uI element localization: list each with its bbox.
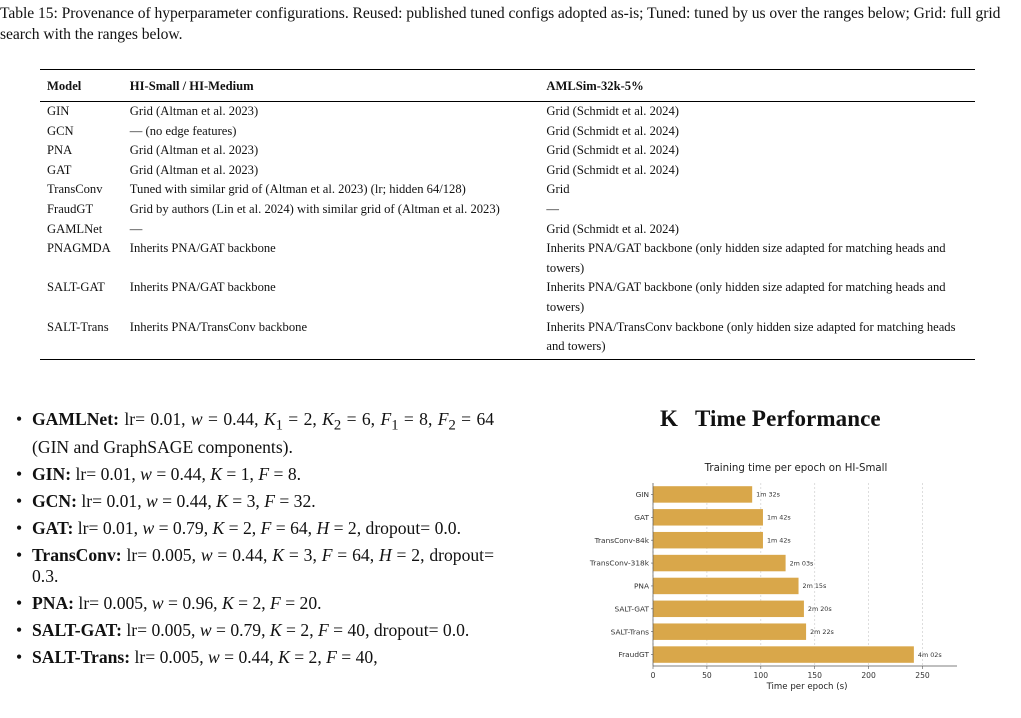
bar-transconv-318k [653, 555, 786, 571]
y-tick-label: SALT-GAT [614, 604, 649, 614]
bar-value-label: 1m 42s [766, 513, 791, 522]
time-performance-chart [575, 456, 975, 696]
dropout-value: 0.0 [434, 517, 457, 538]
k-value: 3 [303, 544, 313, 565]
model-name: SALT-GAT: [32, 619, 122, 640]
cell-hi: Inherits PNA/TransConv backbone [129, 319, 308, 334]
list-item-salt-trans: • SALT-Trans: lr= 0.005, w = 0.44, K = 2, F = 40, [14, 647, 494, 668]
lr-value: 0.01 [106, 490, 138, 511]
cell-aml: Grid (Schmidt et al. 2024) [546, 143, 679, 158]
table-row [40, 318, 975, 359]
cell-model: TransConv [47, 182, 103, 197]
list-item-salt-gat: • SALT-GAT: lr= 0.005, w = 0.79, K = 2, F = 40, dropout= 0.0. [14, 620, 494, 641]
cell-aml: Grid (Schmidt et al. 2024) [546, 104, 679, 118]
provenance-table-grid [40, 70, 975, 359]
dropout-value: 0.0 [442, 619, 465, 640]
bar-gat [653, 509, 763, 525]
cell-hi: Inherits PNA/GAT backbone [129, 280, 276, 295]
x-tick-label: 200 [861, 671, 876, 680]
table-row [40, 278, 975, 317]
f2-value: 64 [476, 409, 495, 429]
provenance-table [40, 69, 975, 360]
model-name: GIN: [32, 463, 72, 484]
section-title: Time Performance [695, 406, 881, 431]
h-value: 2 [411, 544, 421, 565]
model-name: SALT-Trans: [32, 646, 131, 667]
list-item-gcn: • GCN: lr= 0.01, w = 0.44, K = 3, F = 32. [14, 491, 494, 512]
bar-value-label: 4m 02s [917, 650, 942, 659]
lr-value: 0.01 [102, 517, 134, 538]
table-row [40, 220, 975, 240]
bar-salt-gat [653, 601, 804, 617]
dropout-value: 0.3 [32, 565, 54, 586]
f-value: 32 [293, 490, 312, 511]
x-tick-label: 0 [650, 671, 656, 680]
cell-hi: Grid (Altman et al. 2023) [129, 104, 259, 118]
y-tick-label: GIN [635, 490, 649, 500]
bar-value-label: 2m 20s [807, 605, 832, 614]
table-row [40, 102, 975, 122]
table-row [40, 161, 975, 181]
model-name: GAMLNet: [32, 409, 119, 429]
k-value: 2 [300, 619, 310, 640]
f-value: 40 [355, 646, 374, 667]
y-tick-label: SALT-Trans [610, 627, 649, 637]
w-value: 0.44 [223, 409, 255, 429]
k1-value: 2 [303, 409, 313, 429]
cell-hi: Tuned with similar grid of (Altman et al. 2023) (lr; hidden 64/128) [129, 182, 466, 197]
list-item-gin: • GIN: lr= 0.01, w = 0.44, K = 1, F = 8. [14, 464, 494, 485]
f-value: 8 [287, 463, 297, 484]
list-item-gat: • GAT: lr= 0.01, w = 0.79, K = 2, F = 64, H = 2, dropout= 0.0. [14, 518, 494, 539]
y-tick-label: TransConv-318k [589, 558, 649, 568]
y-tick-label: GAT [634, 512, 649, 522]
lr-value: 0.01 [100, 463, 132, 484]
bar-value-label: 1m 32s [756, 490, 780, 499]
bar-value-label: 1m 42s [766, 536, 791, 545]
x-tick-label: 150 [807, 671, 822, 680]
lr-value: 0.005 [103, 592, 144, 613]
bar-fraudgt [653, 646, 914, 662]
table-body [40, 101, 975, 359]
k2-value: 6 [361, 409, 371, 429]
bar-salt-trans [653, 623, 806, 639]
x-tick-label: 50 [702, 671, 712, 680]
list-item-gamlnet: • GAMLNet: lr= 0.01, w = 0.44, $K_1 = 2$, $K_2 = 6$, $F_1 = 8$, $F_2 = 64$ (GIN and GraphSAGE components). [14, 409, 494, 458]
cell-model: GAT [47, 162, 72, 177]
x-tick-label: 250 [915, 671, 930, 680]
cell-aml: — [546, 201, 559, 216]
cell-aml: Grid (Schmidt et al. 2024) [546, 123, 679, 138]
f1-value: 8 [419, 409, 428, 429]
section-heading [660, 406, 881, 432]
f-value: 64 [290, 517, 308, 538]
y-tick-label: FraudGT [618, 650, 649, 660]
k-value: 2 [243, 517, 252, 538]
table-row [40, 141, 975, 161]
bar-value-label: 2m 03s [789, 559, 814, 568]
header-amlsim: AMLSim-32k-5% [546, 79, 644, 93]
cell-model: GIN [47, 104, 70, 118]
w-value: 0.44 [170, 463, 202, 484]
k-value: 2 [308, 646, 318, 667]
cell-model: SALT-Trans [47, 319, 109, 334]
k-value: 2 [252, 592, 262, 613]
w-value: 0.44 [232, 544, 264, 565]
cell-aml: Inherits PNA/GAT backbone (only hidden size adapted for matching heads and towers) [546, 241, 946, 275]
cell-hi: — (no edge features) [129, 123, 237, 138]
k-value: 3 [246, 490, 256, 511]
cell-model: GCN [47, 123, 74, 138]
chart-title: Training time per epoch on HI-Small [704, 463, 888, 474]
lr-value: 0.005 [151, 544, 192, 565]
list-item-pna: • PNA: lr= 0.005, w = 0.96, K = 2, F = 20. [14, 593, 494, 614]
lr-value: 0.005 [151, 619, 192, 640]
y-tick-label: TransConv-84k [594, 535, 649, 545]
f-value: 20 [299, 592, 318, 613]
table-bottom-rule [40, 359, 975, 360]
table-row [40, 239, 975, 278]
cell-hi: Grid (Altman et al. 2023) [129, 162, 259, 177]
w-value: 0.44 [176, 490, 208, 511]
cell-hi: Grid by authors (Lin et al. 2024) with similar grid of (Altman et al. 2023) [129, 201, 500, 216]
cell-aml: Inherits PNA/TransConv backbone (only hidden size adapted for matching heads and towers) [546, 319, 956, 354]
cell-aml: Inherits PNA/GAT backbone (only hidden size adapted for matching heads and towers) [546, 280, 946, 314]
param-note: (GIN and GraphSAGE components). [32, 436, 293, 457]
cell-model: FraudGT [47, 201, 94, 216]
model-name: GCN: [32, 490, 77, 511]
bar-transconv-84k [653, 532, 763, 548]
cell-model: SALT-GAT [47, 280, 105, 295]
table-caption: Table 15: Provenance of hyperparameter configurations. Reused: published tuned configs adopted as-is; Tuned: tuned by us over the ranges below; Grid: full grid search with the ranges below. [0, 5, 1001, 43]
model-name: GAT: [32, 517, 74, 538]
cell-model: PNAGMDA [47, 241, 111, 256]
table-header-row [40, 70, 975, 101]
cell-aml: Grid (Schmidt et al. 2024) [546, 221, 679, 236]
k-value: 1 [240, 463, 250, 484]
cell-hi: Inherits PNA/GAT backbone [129, 241, 276, 256]
cell-aml: Grid [546, 182, 570, 197]
hyperparameter-list [14, 409, 494, 674]
table-row [40, 122, 975, 142]
bar-chart-svg [575, 456, 975, 696]
table-row [40, 180, 975, 200]
cell-aml: Grid (Schmidt et al. 2024) [546, 162, 679, 177]
bar-pna [653, 578, 799, 594]
section-number: K [660, 406, 678, 431]
h-value: 2 [347, 517, 357, 538]
f-value: 40 [347, 619, 366, 640]
bar-value-label: 2m 22s [810, 627, 834, 636]
header-hi-small-medium: HI-Small / HI-Medium [129, 79, 254, 93]
bar-value-label: 2m 15s [802, 582, 827, 591]
cell-hi: — [129, 221, 143, 236]
cell-model: GAMLNet [47, 221, 103, 236]
cell-model: PNA [47, 143, 73, 158]
w-value: 0.79 [230, 619, 262, 640]
table-row [40, 200, 975, 220]
lr-value: 0.005 [159, 646, 200, 667]
cell-hi: Grid (Altman et al. 2023) [129, 143, 259, 158]
model-name: TransConv: [32, 544, 122, 565]
header-model: Model [47, 79, 82, 93]
x-tick-label: 100 [753, 671, 769, 680]
f-value: 64 [352, 544, 370, 565]
w-value: 0.96 [182, 592, 214, 613]
w-value: 0.44 [238, 646, 270, 667]
chart-x-axis-label: Time per epoch (s) [766, 682, 848, 692]
bar-gin [653, 486, 752, 502]
lr-value: 0.01 [150, 409, 182, 429]
w-value: 0.79 [172, 517, 204, 538]
list-item-transconv: • TransConv: lr= 0.005, w = 0.44, K = 3, F = 64, H = 2, dropout= 0.3. [14, 545, 494, 587]
y-tick-label: PNA [633, 581, 649, 591]
chart-bars [653, 486, 942, 663]
model-name: PNA: [32, 592, 75, 613]
